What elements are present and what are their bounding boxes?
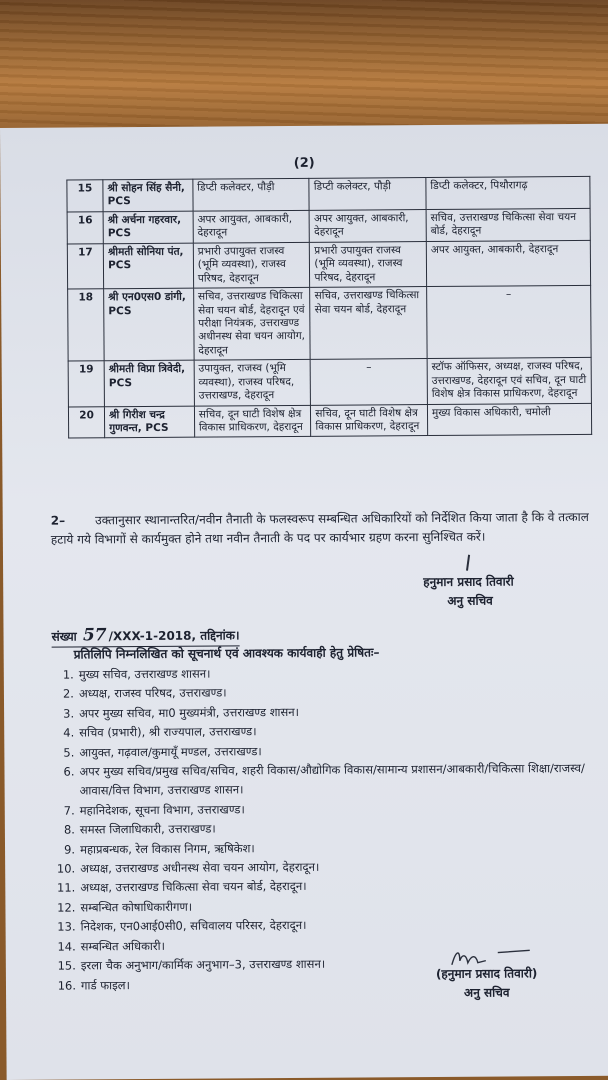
current-posting: डिप्टी कलेक्टर, पौड़ी [193, 178, 310, 211]
serial-number: 19 [68, 361, 104, 407]
list-item-text: महाप्रबन्धक, रेल विकास निगम, ऋषिकेश। [79, 840, 255, 857]
paragraph-number: 2– [50, 513, 66, 528]
list-item-text: इरला चैक अनुभाग/कार्मिक अनुभाग–3, उत्तराखण्ड शासन। [80, 956, 326, 973]
officer-name: श्री सोहन सिंह सैनी, PCS [103, 179, 193, 212]
list-item-number: 11. [56, 880, 76, 896]
officer-name: श्री अर्चना गहरवार, PCS [103, 211, 193, 244]
list-item-number: 2. [62, 686, 75, 701]
copy-intro: प्रतिलिपि निम्नलिखित को सूचनार्थ एवं आवश्यक कार्यवाही हेतु प्रेषितः– [73, 645, 380, 662]
officer-name: श्री गिरीश चन्द्र गुणवन्त, PCS [105, 406, 195, 439]
list-item-number: 7. [63, 803, 75, 818]
table-row [67, 176, 590, 212]
list-item-number: 5. [63, 745, 75, 760]
list-item-text: सम्बन्धित कोषाधिकारीगण। [80, 899, 193, 915]
list-item-number: 12. [57, 900, 76, 915]
list-item-text: आयुक्त, गढ़वाल/कुमायूँ मण्डल, उत्तराखण्ड। [79, 743, 262, 760]
list-item-number: 13. [57, 919, 76, 934]
serial-number: 17 [67, 244, 103, 290]
table-row [67, 208, 590, 244]
list-item-text: निदेशक, एन0आई0सी0, सचिवालय परिसर, देहरादून। [80, 918, 307, 934]
page-number: (2) [293, 155, 315, 171]
paragraph-text: उक्तानुसार स्थानान्तरित/नवीन तैनाती के फलस्वरूप सम्बन्धित अधिकारियों को निर्देशित किया जाता है कि वे तत्काल हटाये गये विभागों से कार्यमुक्त होने तथा नवीन तैनाती के पद पर कार्यभार ग्रहण करना सुनिश्चित करें। [50, 509, 589, 547]
current-posting: उपायुक्त, राजस्व (भूमि व्यवस्था), राजस्व परिषद, उत्तराखण्ड, देहरादून [194, 360, 311, 406]
current-posting: प्रभारी उपायुक्त राजस्व (भूमि व्यवस्था), राजस्व परिषद, देहरादून [193, 242, 310, 288]
list-item [52, 759, 608, 802]
reference-suffix: /XXX-1-2018, तद्दिनांक। [108, 628, 240, 644]
retained-posting: अपर आयुक्त, आबकारी, देहरादून [309, 209, 426, 242]
list-item-text: गार्ड फाइल। [80, 977, 130, 992]
retained-posting: डिप्टी कलेक्टर, पौड़ी [309, 178, 426, 211]
document-page [0, 124, 608, 1080]
list-item-text: अपर मुख्य सचिव/प्रमुख सचिव/सचिव, शहरी विकास/औद्योगिक विकास/सामान्य प्रशासन/आबकारी/चिकित्सा शिक्षा/राजस्व/आवास/वित्त विभाग, उत्तराखण्ड शासन। [79, 760, 585, 798]
reference-handwritten-number: 57 [82, 625, 107, 646]
retained-posting: सचिव, उत्तराखण्ड चिकित्सा सेवा चयन बोर्ड, देहरादून [310, 287, 427, 360]
signature-block-2 [436, 964, 538, 1003]
table-row [67, 240, 590, 289]
transfer-table [66, 176, 592, 439]
wooden-table-background [0, 0, 608, 140]
list-item-text: अध्यक्ष, उत्तराखण्ड चिकित्सा सेवा चयन बोर्ड, देहरादून। [80, 879, 307, 895]
serial-number: 15 [67, 180, 103, 212]
new-posting: अपर आयुक्त, आबकारी, देहरादून [426, 240, 590, 286]
list-item-number: 3. [63, 706, 75, 721]
signatory-name: हनुमान प्रसाद तिवारी [423, 574, 514, 590]
list-item-number: 8. [63, 822, 75, 837]
reference-prefix: संख्या [51, 629, 77, 644]
new-posting: मुख्य विकास अधिकारी, चमोली [427, 403, 591, 436]
retained-posting: – [311, 359, 428, 405]
list-item-text: अध्यक्ष, राजस्व परिषद, उत्तराखण्ड। [78, 685, 227, 701]
list-item-text: अपर मुख्य सचिव, मा0 मुख्यमंत्री, उत्तराखण्ड शासन। [79, 704, 300, 721]
current-posting: सचिव, दून घाटी विशेष क्षेत्र विकास प्राधिकरण, देहरादून [194, 405, 311, 438]
list-item-number: 15. [57, 958, 76, 973]
officer-name: श्रीमती विप्रा त्रिवेदी, PCS [104, 360, 194, 406]
list-item-text: सम्बन्धित अधिकारी। [80, 938, 165, 954]
paragraph-2 [51, 508, 599, 550]
table-row [68, 285, 591, 361]
signatory-designation: अनु सचिव [447, 593, 493, 609]
signatory-name: (हनुमान प्रसाद तिवारी) [435, 966, 538, 981]
list-item-number: 16. [57, 977, 77, 993]
new-posting: – [427, 285, 592, 358]
retained-posting: प्रभारी उपायुक्त राजस्व (भूमि व्यवस्था), राजस्व परिषद, देहरादून [310, 241, 427, 287]
list-item-text: महानिदेशक, सूचना विभाग, उत्तराखण्ड। [79, 802, 245, 818]
new-posting: सचिव, उत्तराखण्ड चिकित्सा सेवा चयन बोर्ड, देहरादून [426, 208, 590, 241]
list-item-number: 1. [62, 667, 74, 682]
officer-name: श्रीमती सोनिया पंत, PCS [103, 243, 193, 289]
serial-number: 18 [68, 289, 105, 361]
serial-number: 16 [67, 212, 103, 244]
list-item-number: 14. [57, 939, 76, 954]
new-posting: डिप्टी कलेक्टर, पिथौरागढ़ [426, 176, 590, 209]
retained-posting: सचिव, दून घाटी विशेष क्षेत्र विकास प्राधिकरण, देहरादून [311, 404, 428, 437]
list-item-number: 10. [56, 861, 76, 876]
signature-block-1 [423, 572, 514, 611]
signatory-designation: अनु सचिव [463, 985, 510, 1000]
table-row [68, 403, 591, 439]
list-item-text: समस्त जिलाधिकारी, उत्तराखण्ड। [79, 821, 216, 837]
officer-name: श्री एन0एस0 डांगी, PCS [104, 288, 194, 361]
serial-number: 20 [68, 406, 104, 438]
list-item-number: 4. [63, 725, 75, 740]
signature-mark [466, 555, 470, 571]
list-item-text: मुख्य सचिव, उत्तराखण्ड शासन। [78, 666, 211, 682]
new-posting: स्टॉफ ऑफिसर, अध्यक्ष, राजस्व परिषद, उत्तराखण्ड, देहरादून एवं सचिव, दून घाटी विशेष क्षेत्र विकास प्राधिकरण, देहरादून [427, 358, 591, 404]
current-posting: सचिव, उत्तराखण्ड चिकित्सा सेवा चयन बोर्ड, देहरादून एवं परीक्षा नियंत्रक, उत्तराखण्ड अधीनस्थ सेवा चयन आयोग, देहरादून [193, 287, 310, 360]
list-item-text: सचिव (प्रभारी), श्री राज्यपाल, उत्तराखण्ड। [79, 724, 257, 740]
list-item-number: 6. [63, 764, 75, 779]
list-item-number: 9. [64, 842, 76, 857]
current-posting: अपर आयुक्त, आबकारी, देहरादून [193, 210, 310, 243]
list-item-text: अध्यक्ष, उत्तराखण्ड अधीनस्थ सेवा चयन आयोग, देहरादून। [80, 859, 320, 876]
table-row [68, 358, 591, 407]
